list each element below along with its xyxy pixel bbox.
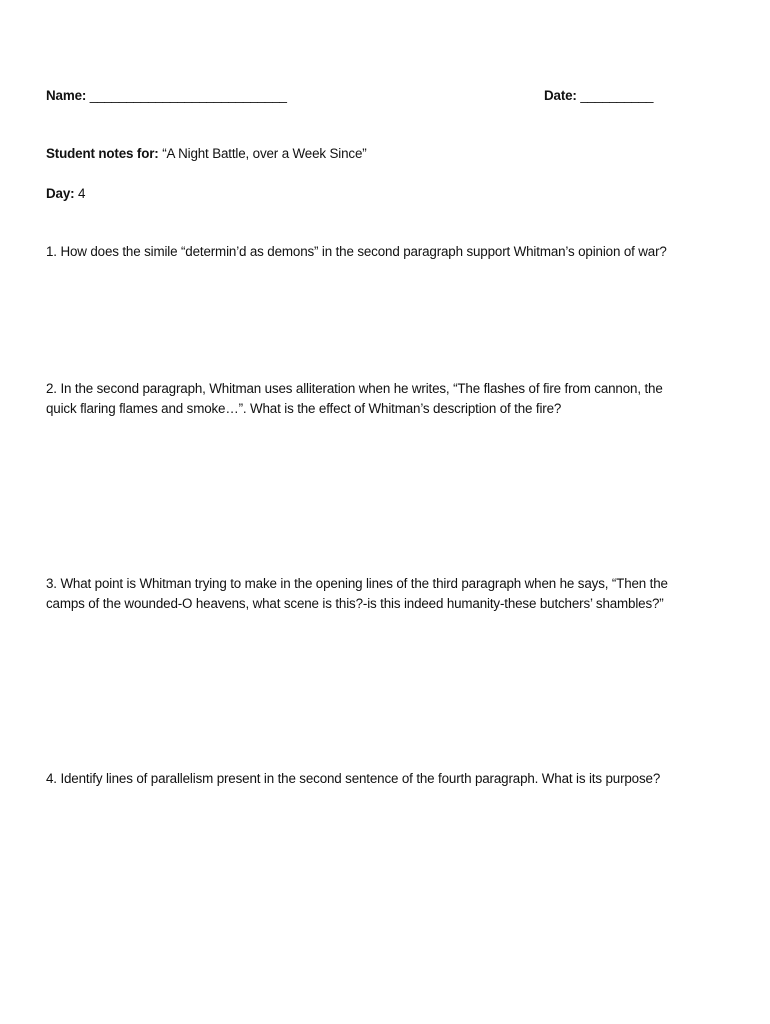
day-label: Day:	[46, 186, 75, 201]
day-value: 4	[78, 186, 86, 201]
student-notes-label: Student notes for:	[46, 146, 159, 161]
name-blank: ___________________________	[89, 88, 287, 103]
date-label: Date:	[544, 88, 577, 103]
day-line	[46, 184, 85, 203]
date-blank: __________	[580, 88, 654, 103]
student-notes-line	[46, 144, 367, 163]
question-4: 4. Identify lines of parallelism present in the second sentence of the fourth paragraph. What is its purpose?	[46, 771, 661, 786]
date-field	[544, 86, 653, 105]
question-3: 3. What point is Whitman trying to make in the opening lines of the third paragraph when he says, “Then the camps of the wounded-O heavens, what scene is this?-is this indeed humanity-these butchers’ shambles?”	[46, 576, 668, 611]
question-1: 1. How does the simile “determin’d as demons” in the second paragraph support Whitman’s opinion of war?	[46, 244, 667, 259]
reading-title: “A Night Battle, over a Week Since”	[162, 146, 367, 161]
question-2: 2. In the second paragraph, Whitman uses alliteration when he writes, “The flashes of fire from cannon, the quick flaring flames and smoke…”. What is the effect of Whitman’s description of the fire?	[46, 381, 663, 416]
name-label: Name:	[46, 88, 87, 103]
name-field	[46, 86, 287, 105]
